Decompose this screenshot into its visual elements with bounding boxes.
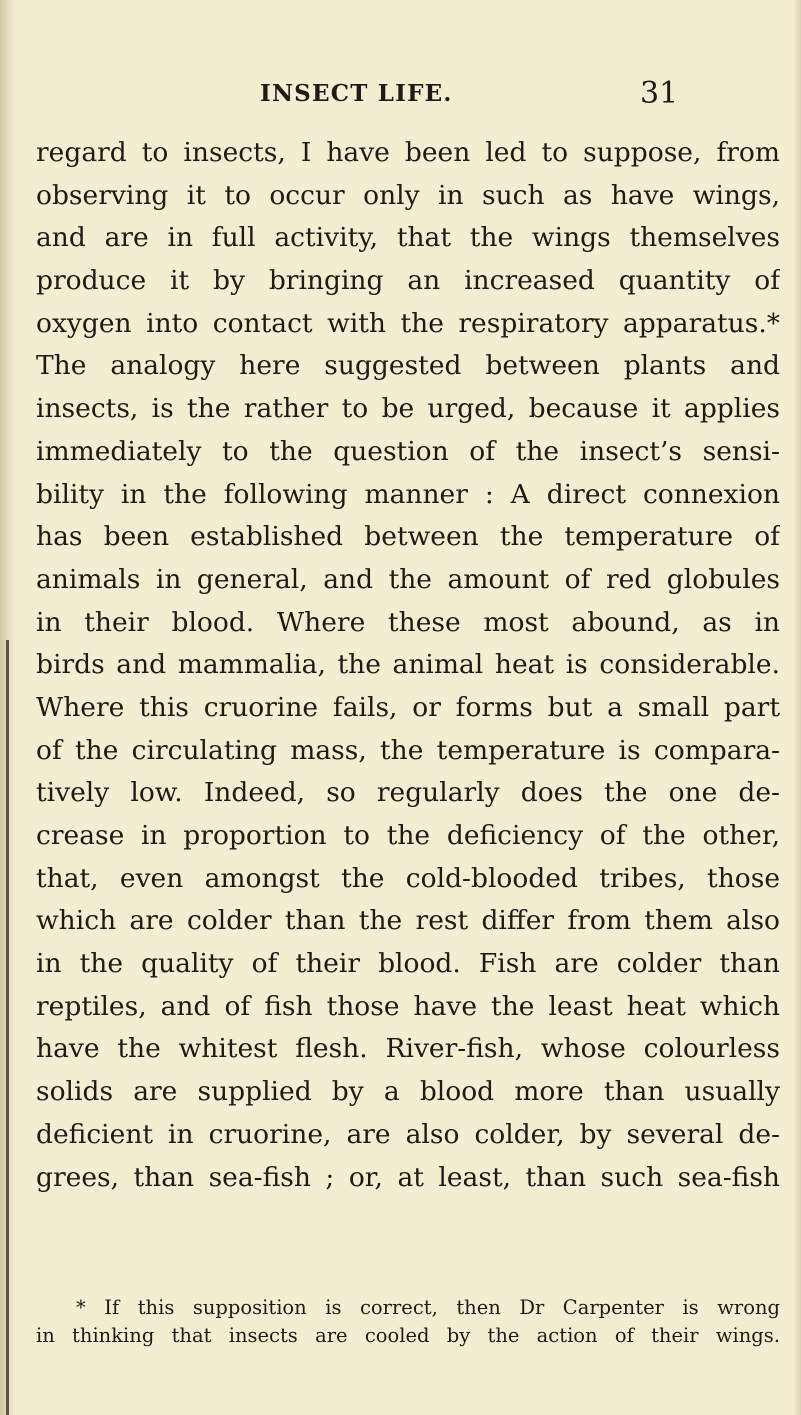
body-line: crease in proportion to the deficiency of the other, [36,820,780,851]
body-line: has been established between the temperature of [36,521,780,553]
running-title: INSECT LIFE. [260,80,453,107]
body-line: insects, is the rather to be urged, because it applies [36,393,780,425]
body-line: bility in the following manner : A direct connexion [36,478,780,510]
footnote [36,1294,780,1350]
body-line: deficient in cruorine, are also colder, by several de- [36,1118,780,1150]
body-line: that, even amongst the cold-blooded tribes, those [36,862,780,894]
page-edge-shadow [793,0,801,1415]
body-line: have the whitest flesh. River-fish, whose colourless [36,1033,780,1065]
body-line: observing it to occur only in such as have wings, [36,179,780,211]
body-line: tively low. Indeed, so regularly does the one de- [36,777,780,809]
binding-edge-mark [6,640,9,1415]
footnote-line: in thinking that insects are cooled by the action of their wings. [36,1324,780,1347]
body-line: animals in general, and the amount of red globules [36,563,780,595]
footnote-line: * If this supposition is correct, then Dr Carpenter is wrong [76,1296,780,1319]
body-line: of the circulating mass, the temperature is compara- [36,734,780,766]
body-line: and are in full activity, that the wings themselves [36,222,780,254]
body-line: in their blood. Where these most abound, as in [36,606,780,638]
body-line: oxygen into contact with the respiratory apparatus.* [36,307,780,339]
body-line: regard to insects, I have been led to suppose, from [36,137,780,168]
body-line: The analogy here suggested between plants and [36,350,780,382]
body-line: in the quality of their blood. Fish are colder than [36,948,780,980]
body-text [36,132,780,1199]
body-line: birds and mammalia, the animal heat is considerable. [36,649,780,681]
page-number: 31 [640,76,679,111]
body-line: which are colder than the rest differ from them also [36,905,780,937]
body-line: reptiles, and of fish those have the least heat which [36,990,780,1022]
body-line: produce it by bringing an increased quantity of [36,265,780,297]
body-line: solids are supplied by a blood more than usually [36,1076,780,1108]
running-head [0,76,801,116]
body-line: grees, than sea-fish ; or, at least, than such sea-fish [36,1161,780,1193]
body-line: immediately to the question of the insect’s sensi- [36,435,780,467]
body-line: Where this cruorine fails, or forms but a small part [36,691,780,723]
